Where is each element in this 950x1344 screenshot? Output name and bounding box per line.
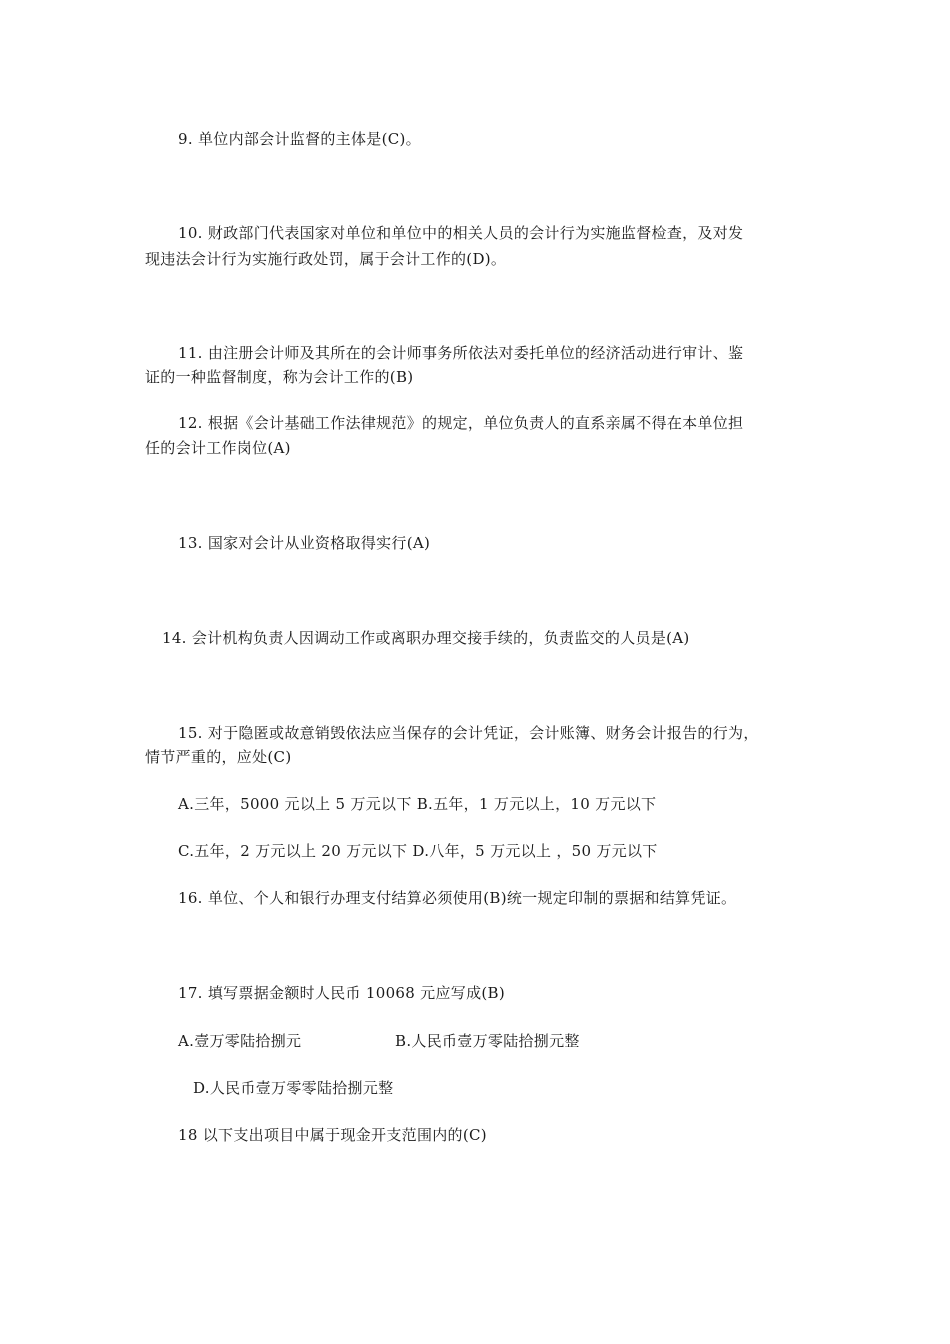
question-18: 18 以下支出项目中属于现金开支范围内的(C) [178, 1126, 487, 1144]
question-13: 13. 国家对会计从业资格取得实行(A) [178, 534, 431, 552]
question-12-line-1: 12. 根据《会计基础工作法律规范》的规定，单位负责人的直系亲属不得在本单位担 [178, 414, 744, 432]
question-10-line-1: 10. 财政部门代表国家对单位和单位中的相关人员的会计行为实施监督检查，及对发 [178, 224, 744, 242]
question-15-line-2: 情节严重的，应处(C) [145, 748, 292, 766]
question-16: 16. 单位、个人和银行办理支付结算必须使用(B)统一规定印制的票据和结算凭证。 [178, 889, 737, 907]
question-17-option-d: D.人民币壹万零零陆拾捌元整 [193, 1079, 394, 1097]
question-12-line-2: 任的会计工作岗位(A) [145, 439, 291, 457]
question-10-line-2: 现违法会计行为实施行政处罚，属于会计工作的(D)。 [145, 250, 507, 268]
question-9: 9. 单位内部会计监督的主体是(C)。 [178, 130, 421, 148]
question-15-options-c-d: C.五年，2 万元以上 20 万元以下 D.八年，5 万元以上 ，50 万元以下 [178, 842, 658, 860]
question-11-line-2: 证的一种监督制度，称为会计工作的(B) [145, 368, 414, 386]
question-15-options-a-b: A.三年，5000 元以上 5 万元以下 B.五年，1 万元以上，10 万元以下 [178, 795, 657, 813]
question-17: 17. 填写票据金额时人民币 10068 元应写成(B) [178, 984, 506, 1002]
question-11-line-1: 11. 由注册会计师及其所在的会计师事务所依法对委托单位的经济活动进行审计、鉴 [178, 344, 744, 362]
question-15-line-1: 15. 对于隐匿或故意销毁依法应当保存的会计凭证，会计账簿、财务会计报告的行为， [178, 724, 759, 742]
question-17-option-a: A.壹万零陆拾捌元 [178, 1032, 302, 1050]
question-14: 14. 会计机构负责人因调动工作或离职办理交接手续的，负责监交的人员是(A) [162, 629, 690, 647]
question-17-option-b: B.人民币壹万零陆拾捌元整 [395, 1032, 580, 1050]
